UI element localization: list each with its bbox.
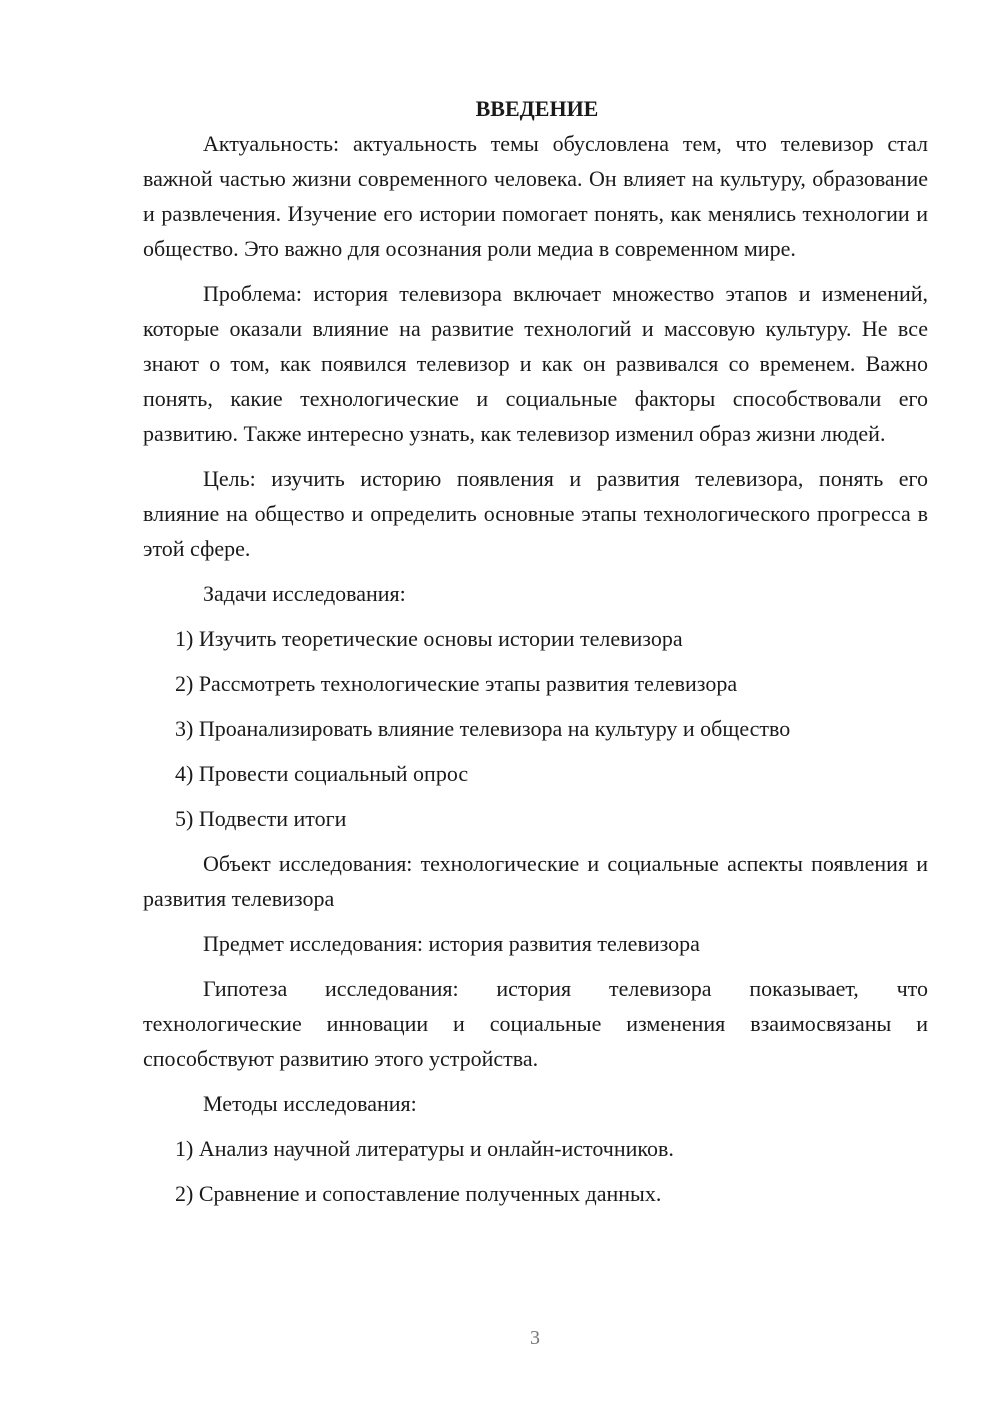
task-item: 5) Подвести итоги — [175, 806, 347, 831]
tasks-title: Задачи исследования: — [203, 581, 406, 606]
subject-paragraph: Предмет исследования: история развития телевизора — [203, 931, 700, 956]
task-item: 4) Провести социальный опрос — [175, 761, 469, 786]
hypothesis-paragraph: Гипотеза исследования: история телевизора показывает, что технологические инновации и социальные изменения взаимосвязаны и способствуют развитию этого устройства. — [143, 976, 928, 1071]
task-item: 2) Рассмотреть технологические этапы развития телевизора — [175, 671, 738, 696]
problem-paragraph: Проблема: история телевизора включает множество этапов и изменений, которые оказали влияние на развитие технологий и массовую культуру. Не все знают о том, как появился телевизор и как он развивался со временем. Важно понять, какие технологические и социальные факторы способствовали его развитию. Также интересно узнать, как телевизор изменил образ жизни людей. — [143, 281, 928, 446]
document-page — [143, 92, 928, 1221]
relevance-paragraph: Актуальность: актуальность темы обусловлена тем, что телевизор стал важной частью жизни современного человека. Он влияет на культуру, образование и развлечения. Изучение его истории помогает понять, как менялись технологии и общество. Это важно для осознания роли медиа в современном мире. — [143, 131, 928, 261]
goal-paragraph: Цель: изучить историю появления и развития телевизора, понять его влияние на общество и определить основные этапы технологического прогресса в этой сфере. — [143, 466, 928, 561]
task-item: 3) Проанализировать влияние телевизора на культуру и общество — [175, 716, 791, 741]
methods-title: Методы исследования: — [203, 1091, 417, 1116]
method-item: 2) Сравнение и сопоставление полученных данных. — [175, 1181, 662, 1206]
page-number: 3 — [530, 1327, 540, 1349]
object-paragraph: Объект исследования: технологические и социальные аспекты появления и развития телевизора — [143, 851, 928, 911]
method-item: 1) Анализ научной литературы и онлайн-источников. — [175, 1136, 674, 1161]
task-item: 1) Изучить теоретические основы истории телевизора — [175, 626, 683, 651]
section-heading: ВВЕДЕНИЕ — [475, 96, 599, 121]
